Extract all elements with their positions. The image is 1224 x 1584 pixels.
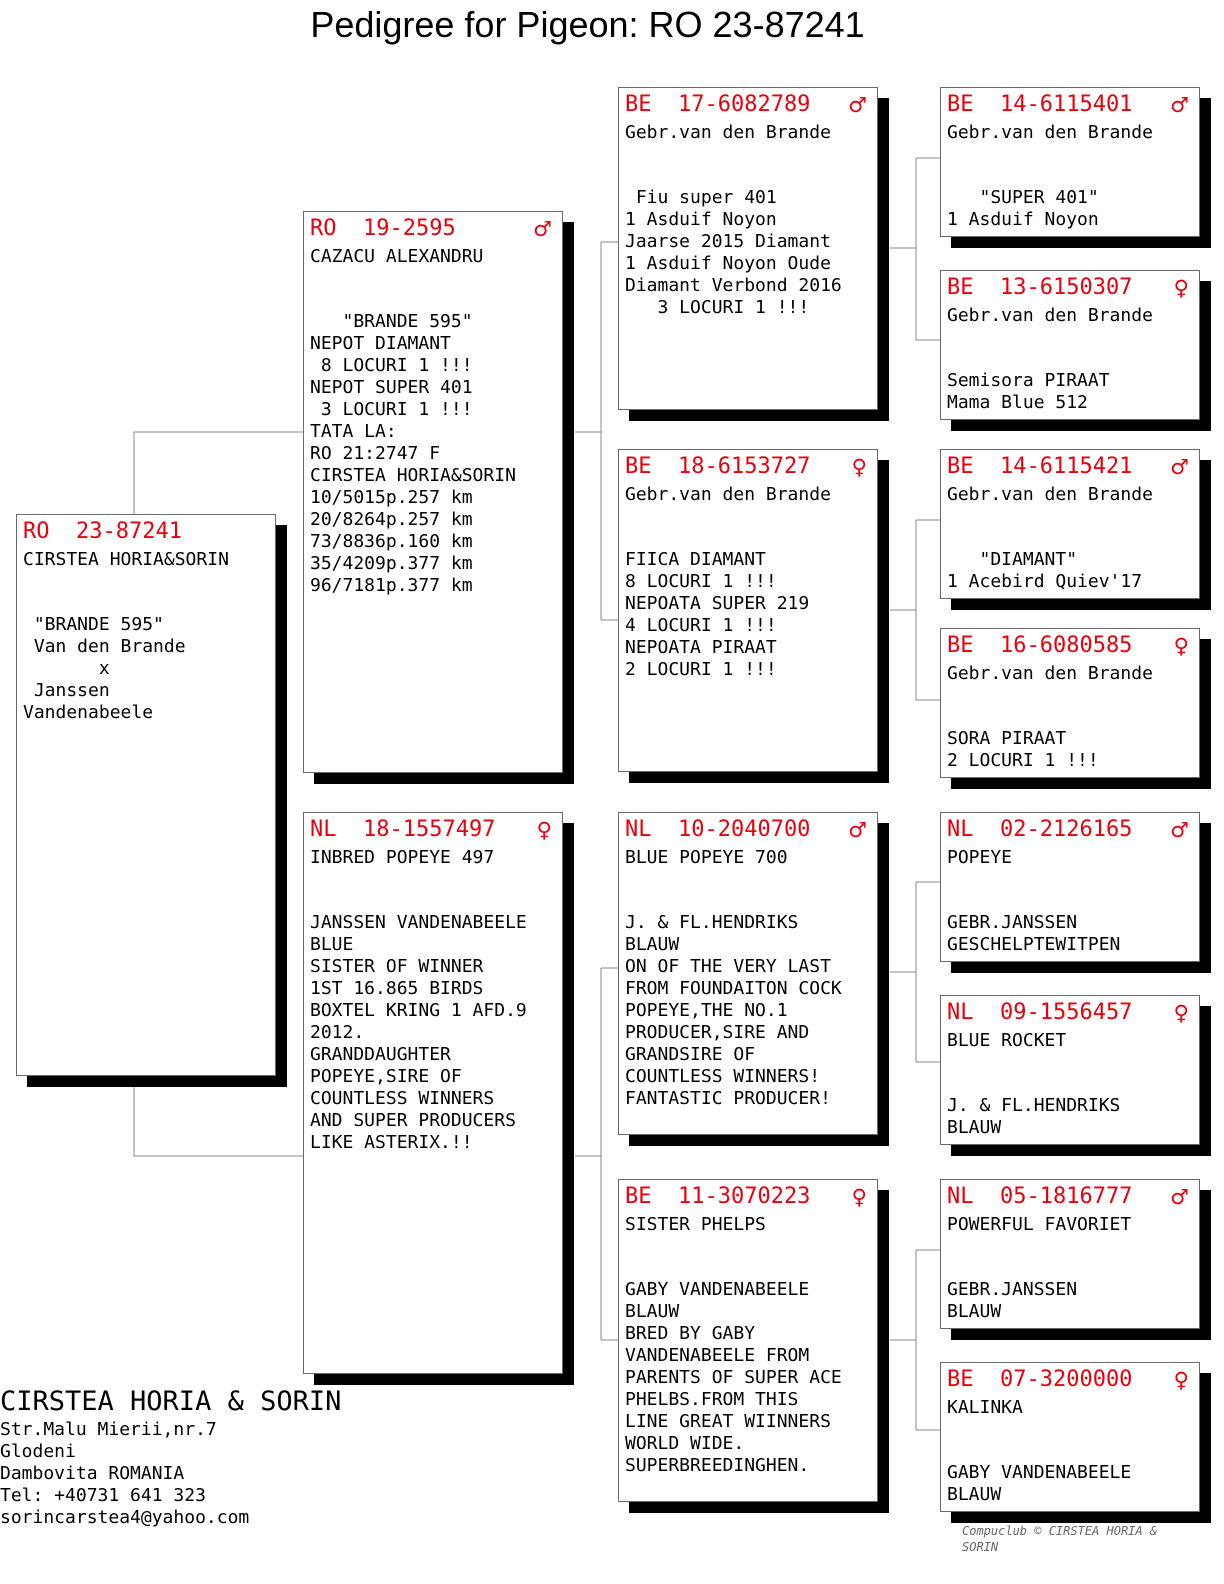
pigeon-card-dam-dam[interactable]	[618, 1179, 878, 1502]
ring-number: BE 17-6082789	[625, 92, 811, 117]
credit-footer: Compuclub © CIRSTEA HORIA & SORIN	[962, 1524, 1158, 1554]
pigeon-card-ggp-8[interactable]	[940, 1362, 1200, 1512]
ring-number: BE 14-6115421	[947, 454, 1133, 479]
pigeon-notes: GEBR.JANSSEN BLAUW	[947, 1279, 1078, 1322]
owner-name: BLUE POPEYE 700	[625, 847, 788, 868]
male-icon: ♂	[533, 217, 552, 241]
female-icon: ♀	[1173, 1001, 1189, 1025]
pigeon-notes: JANSSEN VANDENABEELE BLUE SISTER OF WINNER 1ST 16.865 BIRDS BOXTEL KRING 1 AFD.9 2012. GRANDDAUGHTER POPEYE,SIRE OF COUNTLESS WINNERS AND SUPER PRODUCERS LIKE ASTERIX.!!	[310, 912, 527, 1153]
connector-gen3-3	[890, 882, 940, 1062]
ring-number: NL 18-1557497	[310, 817, 496, 842]
ring-number: RO 23-87241	[23, 519, 182, 544]
ring-number: BE 07-3200000	[947, 1367, 1133, 1392]
pigeon-card-ggp-7[interactable]	[940, 1179, 1200, 1329]
owner-name: Gebr.van den Brande	[625, 484, 831, 505]
owner-name: INBRED POPEYE 497	[310, 847, 495, 868]
female-icon: ♀	[1173, 1368, 1189, 1392]
pigeon-notes: "BRANDE 595" NEPOT DIAMANT 8 LOCURI 1 !!! NEPOT SUPER 401 3 LOCURI 1 !!! TATA LA: RO 21:2747 F CIRSTEA HORIA&SORIN 10/5015p.257 km 20/8264p.257 km 73/8836p.160 km 35/4209p.377 km 96/7181p.377 km	[310, 311, 516, 596]
ring-number: NL 09-1556457	[947, 1000, 1133, 1025]
address-line: Str.Malu Mierii,nr.7	[0, 1419, 217, 1440]
email-link[interactable]: sorincarstea4@yahoo.com	[0, 1507, 250, 1528]
owner-name: POWERFUL FAVORIET	[947, 1214, 1132, 1235]
pigeon-card-ggp-4[interactable]	[940, 628, 1200, 778]
pigeon-notes: FIICA DIAMANT 8 LOCURI 1 !!! NEPOATA SUPER 219 4 LOCURI 1 !!! NEPOATA PIRAAT 2 LOCURI 1 !!!	[625, 549, 810, 680]
owner-name: CIRSTEA HORIA&SORIN	[23, 549, 229, 570]
male-icon: ♂	[1170, 93, 1189, 117]
pigeon-card-ggp-5[interactable]	[940, 812, 1200, 962]
male-icon: ♂	[1170, 1185, 1189, 1209]
connector-gen3-1	[890, 158, 940, 340]
owner-name: POPEYE	[947, 847, 1013, 868]
pigeon-card-sire-dam[interactable]	[618, 449, 878, 772]
pigeon-notes: J. & FL.HENDRIKS BLAUW ON OF THE VERY LAST FROM FOUNDAITON COCK POPEYE,THE NO.1 PRODUCER,SIRE AND GRANDSIRE OF COUNTLESS WINNERS! FANTASTIC PRODUCER!	[625, 912, 842, 1109]
connector-gen3-4	[890, 1250, 940, 1430]
pigeon-card-subject[interactable]	[16, 514, 276, 1076]
ring-number: NL 05-1816777	[947, 1184, 1133, 1209]
pigeon-notes: SORA PIRAAT 2 LOCURI 1 !!!	[947, 728, 1099, 771]
ring-number: NL 10-2040700	[625, 817, 811, 842]
female-icon: ♀	[851, 1185, 867, 1209]
female-icon: ♀	[1173, 634, 1189, 658]
male-icon: ♂	[1170, 818, 1189, 842]
owner-contact	[0, 1385, 341, 1529]
female-icon: ♀	[1173, 276, 1189, 300]
female-icon: ♀	[851, 455, 867, 479]
pigeon-card-ggp-3[interactable]	[940, 449, 1200, 599]
connector-gen3-2	[890, 520, 940, 700]
ring-number: BE 14-6115401	[947, 92, 1133, 117]
pigeon-notes: "SUPER 401" 1 Asduif Noyon	[947, 187, 1099, 230]
owner-name: Gebr.van den Brande	[947, 484, 1153, 505]
ring-number: BE 13-6150307	[947, 275, 1133, 300]
male-icon: ♂	[848, 818, 867, 842]
owner-name: Gebr.van den Brande	[625, 122, 831, 143]
pigeon-notes: GEBR.JANSSEN GESCHELPTEWITPEN	[947, 912, 1121, 955]
owner-name: KALINKA	[947, 1397, 1023, 1418]
pigeon-card-ggp-2[interactable]	[940, 270, 1200, 420]
male-icon: ♂	[1170, 455, 1189, 479]
pigeon-notes: J. & FL.HENDRIKS BLAUW	[947, 1095, 1121, 1138]
pigeon-card-ggp-1[interactable]	[940, 87, 1200, 237]
pigeon-card-sire-sire[interactable]	[618, 87, 878, 410]
owner-name: Gebr.van den Brande	[947, 663, 1153, 684]
connector-sire	[575, 242, 619, 620]
connector-dam	[575, 968, 619, 1340]
pigeon-card-dam[interactable]	[303, 812, 563, 1374]
page-title: Pedigree for Pigeon: RO 23-87241	[310, 4, 865, 45]
pigeon-card-dam-sire[interactable]	[618, 812, 878, 1135]
pigeon-notes: "DIAMANT" 1 Acebird Quiev'17	[947, 549, 1143, 592]
owner-title: CIRSTEA HORIA & SORIN	[0, 1386, 342, 1417]
pigeon-notes: GABY VANDENABEELE BLAUW	[947, 1462, 1132, 1505]
phone: Tel: +40731 641 323	[0, 1485, 206, 1506]
pigeon-notes: GABY VANDENABEELE BLAUW BRED BY GABY VANDENABEELE FROM PARENTS OF SUPER ACE PHELBS.FROM THIS LINE GREAT WIINNERS WORLD WIDE. SUPERBREEDINGHEN.	[625, 1279, 842, 1476]
female-icon: ♀	[536, 818, 552, 842]
pigeon-notes: Semisora PIRAAT Mama Blue 512	[947, 370, 1110, 413]
owner-name: Gebr.van den Brande	[947, 305, 1153, 326]
pigeon-card-ggp-6[interactable]	[940, 995, 1200, 1145]
address-line: Glodeni	[0, 1441, 76, 1462]
owner-name: BLUE ROCKET	[947, 1030, 1067, 1051]
pigeon-card-sire[interactable]	[303, 211, 563, 773]
owner-name: CAZACU ALEXANDRU	[310, 246, 484, 267]
ring-number: BE 11-3070223	[625, 1184, 811, 1209]
pigeon-notes: "BRANDE 595" Van den Brande x Janssen Vandenabeele	[23, 614, 186, 723]
male-icon: ♂	[848, 93, 867, 117]
ring-number: RO 19-2595	[310, 216, 456, 241]
pigeon-notes: Fiu super 401 1 Asduif Noyon Jaarse 2015 Diamant 1 Asduif Noyon Oude Diamant Verbond 2016 3 LOCURI 1 !!!	[625, 187, 842, 318]
ring-number: BE 16-6080585	[947, 633, 1133, 658]
ring-number: NL 02-2126165	[947, 817, 1133, 842]
owner-name: Gebr.van den Brande	[947, 122, 1153, 143]
address-line: Dambovita ROMANIA	[0, 1463, 185, 1484]
ring-number: BE 18-6153727	[625, 454, 811, 479]
owner-name: SISTER PHELPS	[625, 1214, 766, 1235]
